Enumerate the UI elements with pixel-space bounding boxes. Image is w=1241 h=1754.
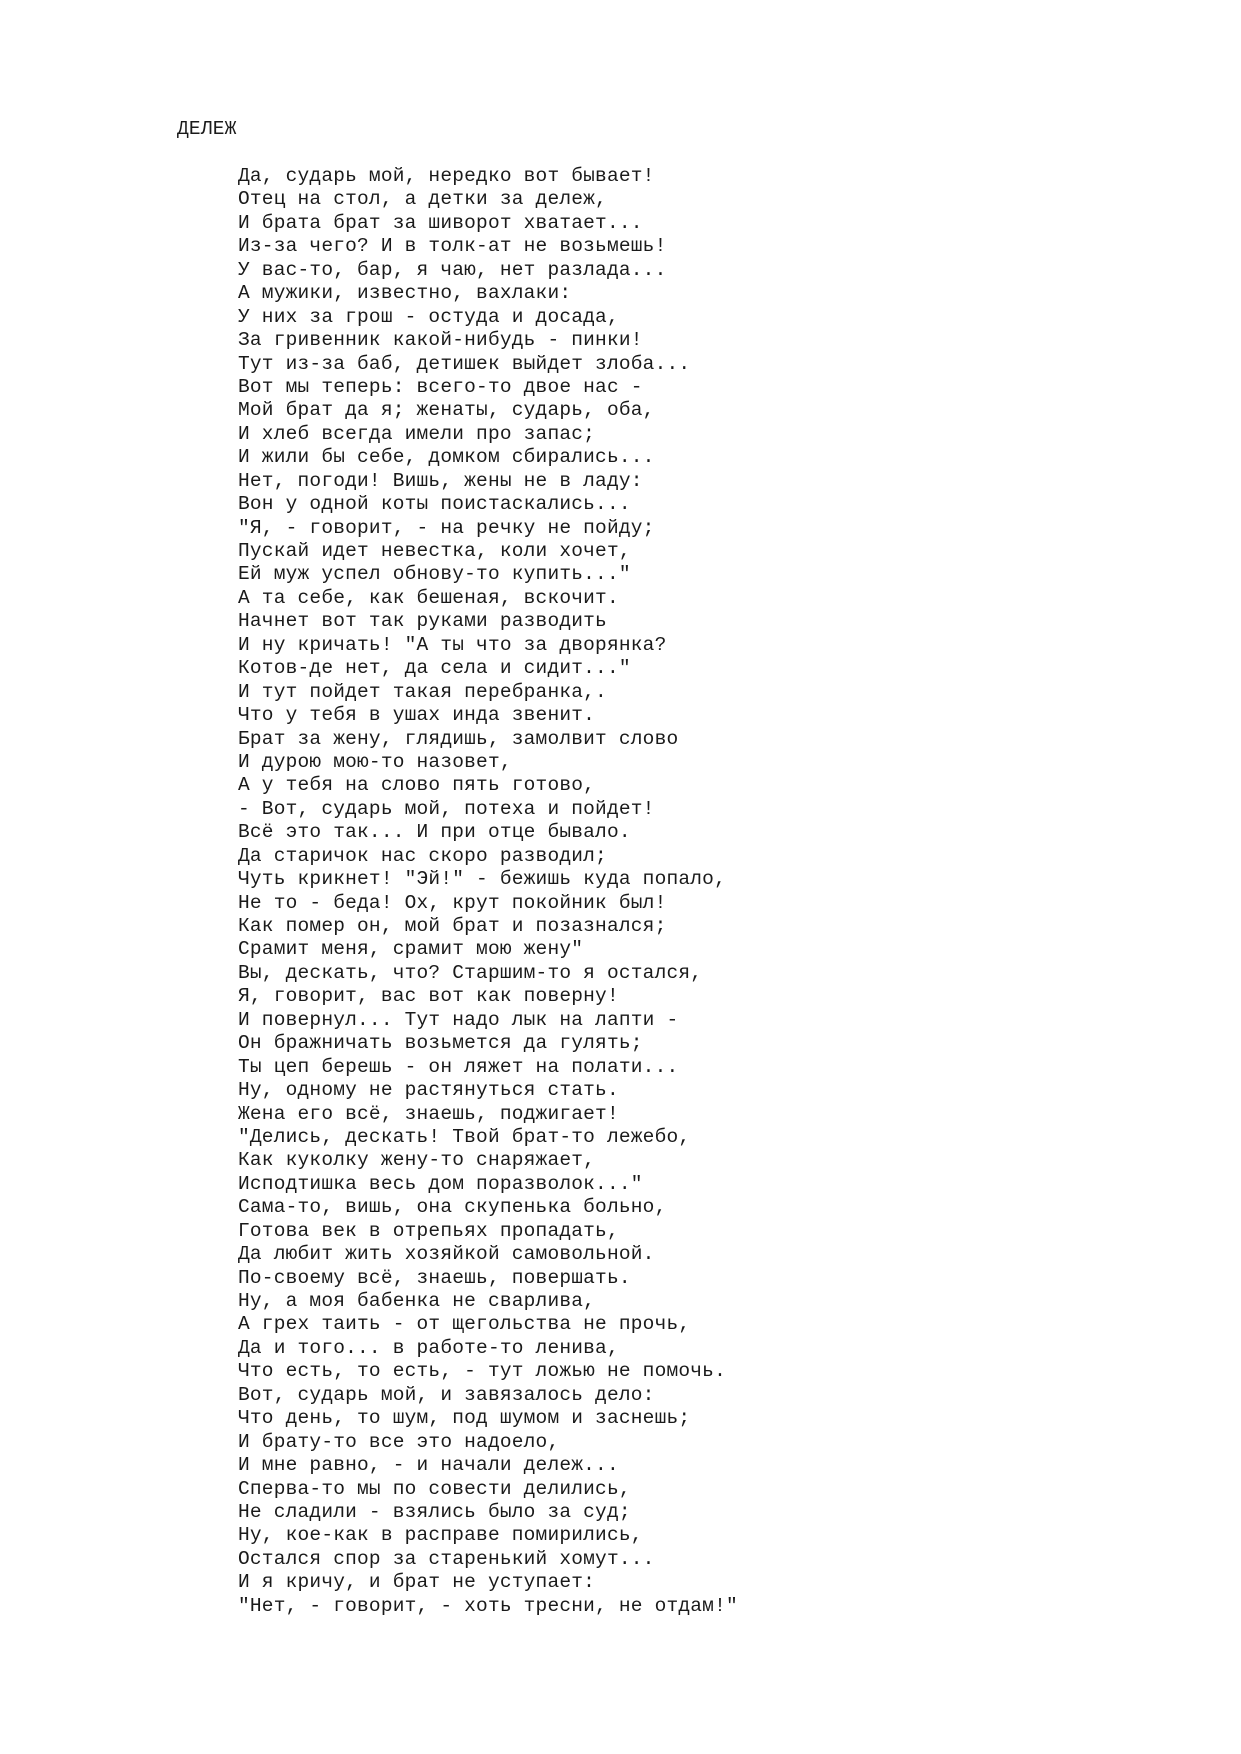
poem-line: Остался спор за старенький хомут... (238, 1547, 655, 1570)
poem-line: За гривенник какой-нибудь - пинки! (238, 329, 643, 352)
poem-line: Жена его всё, знаешь, поджигает! (238, 1102, 619, 1125)
poem-line: И дурою мою-то назовет, (238, 750, 512, 773)
poem-line: И брату-то все это надоело, (238, 1430, 560, 1453)
poem-line: Нет, погоди! Вишь, жены не в ладу: (238, 469, 643, 492)
poem-line: Брат за жену, глядишь, замолвит слово (238, 727, 679, 750)
poem-line: А мужики, известно, вахлаки: (238, 282, 572, 305)
poem-line: Вы, дескать, что? Старшим-то я остался, (238, 961, 703, 984)
poem-line: Ну, а моя бабенка не сварлива, (238, 1290, 596, 1312)
poem-line: Из-за чего? И в толк-ат не возьмешь! (238, 235, 667, 258)
poem-line: И повернул... Тут надо лык на лапти - (238, 1008, 679, 1031)
poem-line: Чуть крикнет! "Эй!" - бежишь куда попало, (238, 868, 726, 891)
poem-line: Вон у одной коты поистаскались... (238, 493, 631, 516)
poem-line: И мне равно, - и начали дележ... (238, 1454, 619, 1477)
poem-line: "Я, - говорит, - на речку не пойду; (238, 516, 655, 539)
poem-line: Вот, сударь мой, и завязалось дело: (238, 1383, 655, 1406)
poem-line: Сама-то, вишь, она скупенька больно, (238, 1196, 667, 1219)
poem-line: А грех таить - от щегольства не прочь, (238, 1313, 691, 1336)
poem-line: "Нет, - говорит, - хоть тресни, не отдам!" (238, 1594, 738, 1617)
poem-line: Да и того... в работе-то ленива, (238, 1336, 619, 1359)
poem-line: Тут из-за баб, детишек выйдет злоба... (238, 352, 691, 375)
poem-line: И жили бы себе, домком сбирались... (238, 446, 655, 469)
poem-line: Что день, то шум, под шумом и заснешь; (238, 1407, 691, 1430)
poem-line: Срамит меня, срамит мою жену" (238, 938, 584, 961)
poem-line: Что у тебя в ушах инда звенит. (238, 704, 596, 727)
poem-line: Ей муж успел обнову-то купить..." (238, 563, 631, 586)
poem-line: Не сладили - взялись было за суд; (238, 1500, 631, 1523)
poem-line: А та себе, как бешеная, вскочит. (238, 586, 619, 609)
poem-line: Как куколку жену-то снаряжает, (238, 1149, 596, 1172)
poem-line: Да любит жить хозяйкой самовольной. (238, 1243, 655, 1266)
poem-line: И тут пойдет такая перебранка,. (238, 680, 607, 703)
poem-line: И брата брат за шиворот хватает... (238, 211, 643, 234)
poem-line: И ну кричать! "А ты что за дворянка? (238, 633, 667, 656)
poem-line: Пускай идет невестка, коли хочет, (238, 540, 631, 562)
poem-line: Ну, кое-как в расправе помирились, (238, 1524, 643, 1547)
poem-line: Вот мы теперь: всего-то двое нас - (238, 375, 643, 398)
poem-line: Не то - беда! Ох, крут покойник был! (238, 891, 667, 914)
poem-line: Как помер он, мой брат и позазнался; (238, 915, 667, 937)
poem-line: И я кричу, и брат не уступает: (238, 1571, 596, 1594)
poem-line: Исподтишка весь дом поразволок..." (238, 1172, 643, 1195)
poem-line: У них за грош - остуда и досада, (238, 305, 619, 328)
poem-line: По-своему всё, знаешь, повершать. (238, 1266, 631, 1289)
poem-line: Всё это так... И при отце бывало. (238, 821, 631, 844)
poem-line: Что есть, то есть, - тут ложью не помочь. (238, 1360, 726, 1383)
poem-line: Ну, одному не растянуться стать. (238, 1079, 619, 1102)
poem-line: Котов-де нет, да села и сидит..." (238, 657, 631, 680)
poem-line: Мой брат да я; женаты, сударь, оба, (238, 399, 655, 422)
poem-line: Да старичок нас скоро разводил; (238, 844, 607, 867)
poem-line: - Вот, сударь мой, потеха и пойдет! (238, 797, 655, 820)
poem-line: Да, сударь мой, нередко вот бывает! (238, 165, 655, 187)
poem-line: Он бражничать возьмется да гулять; (238, 1032, 643, 1055)
poem-line: Отец на стол, а детки за дележ, (238, 188, 607, 211)
poem-line: Я, говорит, вас вот как поверну! (238, 985, 619, 1008)
document-title: ДЕЛЕЖ (177, 118, 237, 140)
poem-line: Ты цеп берешь - он ляжет на полати... (238, 1055, 679, 1078)
poem-line: Сперва-то мы по совести делились, (238, 1477, 631, 1500)
poem-body (238, 165, 738, 1618)
poem-line: "Делись, дескать! Твой брат-то лежебо, (238, 1125, 691, 1148)
poem-line: Начнет вот так руками разводить (238, 610, 607, 633)
poem-line: А у тебя на слово пять готово, (238, 774, 596, 797)
poem-line: У вас-то, бар, я чаю, нет разлада... (238, 258, 667, 281)
poem-line: И хлеб всегда имели про запас; (238, 422, 596, 445)
poem-line: Готова век в отрепьях пропадать, (238, 1219, 619, 1242)
